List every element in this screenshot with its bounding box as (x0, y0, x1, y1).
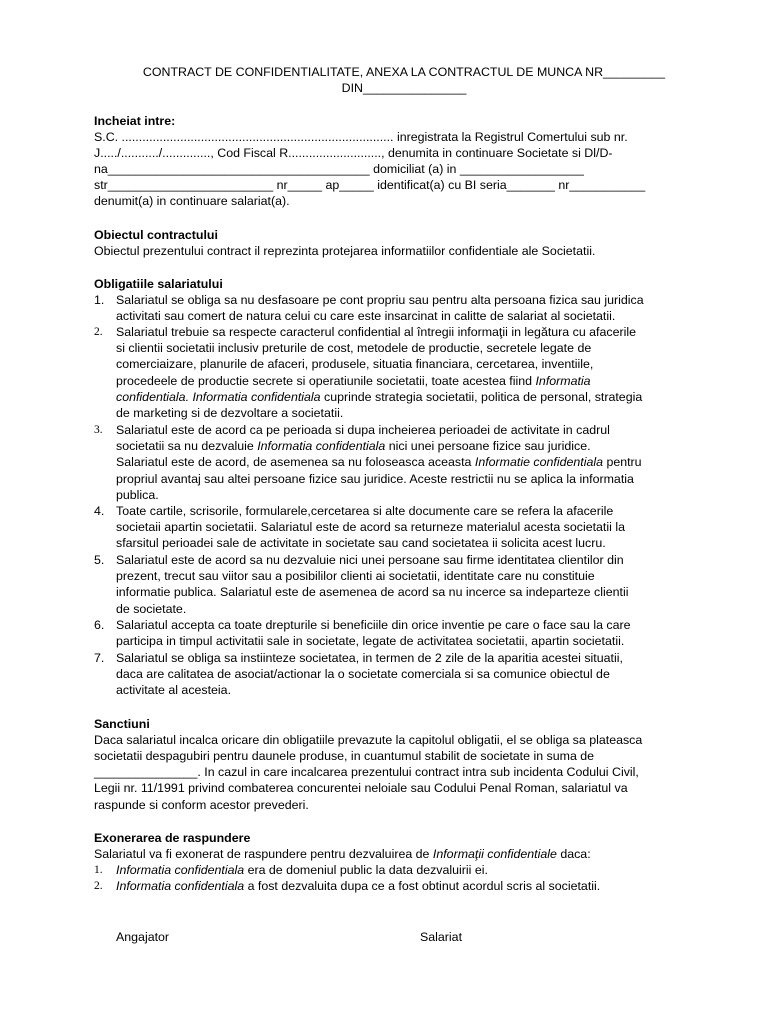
object-heading: Obiectul contractului (94, 228, 218, 242)
list-item-line: informatie publica. Salariatul este de asemenea de acord sa nu incerce sa indeparteze clientii (116, 585, 629, 600)
list-item-line: procedeele de productie secrete si operatiunile societatii, toate acestea fiind Informatia (116, 373, 591, 388)
sanctions-line: raspunde si conform acestor prevederi. (94, 798, 309, 812)
list-item-line: activitate al acesteia. (116, 683, 232, 698)
list-number: 1. (94, 864, 103, 876)
list-item-line: Salariatul trebuie sa respecte caracterul confidential al întregii informaţii in legătura cu afacerile (116, 325, 636, 339)
list-item-line: Salariatul este de acord ca pe perioada si dupa incheierea perioadei de activitate in cadrul (116, 423, 610, 437)
list-number: 6. (94, 618, 105, 632)
list-item-line: societaii apartin societatii. Salariatul este de acord sa returneze materialul acesta societatii la (116, 520, 625, 535)
parties-line: J...../.........../.............., Cod Fiscal R..........................., denumita in continuare Societate si Dl/D- (94, 146, 613, 160)
sanctions-line: Legii nr. 11/1991 privind combaterea concurentei neloiale sau Codului Penal Roman, salariatul va (94, 781, 628, 795)
exoneration-heading: Exonerarea de raspundere (94, 831, 251, 845)
parties-line: str________________________ nr_____ ap_____ identificat(a) cu BI seria_______ nr___________ (94, 178, 646, 192)
parties-heading: Incheiat intre: (94, 114, 176, 128)
sanctions-heading: Sanctiuni (94, 717, 150, 731)
list-item-line: comerciaizare, planurile de afaceri, produsele, situatia financiara, cercetarea, inventiile, (116, 357, 594, 372)
list-number: 5. (94, 553, 105, 567)
list-item-line: Salariatul se obliga sa nu desfasoare pe cont propriu sau pentru alta persoana fizica sau juridica (116, 293, 644, 307)
sanctions-line: societatii despagubiri pentru daunele produse, in cuantumul stabilit de societate in suma de (94, 749, 595, 763)
list-item-line: publica. (116, 487, 159, 502)
obligations-heading: Obligatiile salariatului (94, 277, 223, 291)
sanctions-line: Daca salariatul incalca oricare din obligatiile prevazute la capitolul obligatii, el se obliga sa plateasca (94, 733, 643, 747)
parties-line: na______________________________________ domiciliat (a) in __________________ (94, 162, 584, 176)
employee-signature-label: Salariat (420, 930, 463, 944)
list-item-line: Salariatul este de acord sa nu dezvaluie nici unei persoane sau firme identitatea clientilor din (116, 553, 624, 567)
object-text: Obiectul prezentului contract il reprezinta protejarea informatiilor confidentiale ale Societatii. (94, 244, 596, 258)
list-item-line: participa in timpul activitatii sale in societate, legate de activitatea societatii, apartin societatii. (116, 634, 625, 649)
list-number: 2. (94, 326, 103, 338)
list-item-line: daca are calitatea de asociat/actionar la o societate comerciala si sa comunice obiectul de (116, 667, 610, 682)
exoneration-intro: Salariatul va fi exonerat de raspundere pentru dezvaluirea de Informaţii confidentiale daca: (94, 847, 591, 861)
list-item-text: Informatia confidentiala a fost dezvaluita dupa ce a fost obtinut acordul scris al societatii. (116, 879, 601, 893)
list-item-line: propriul avantaj sau altei persoane fizice sau juridice. Aceste restrictii nu se aplica la informatia (116, 471, 634, 486)
list-number: 4. (94, 504, 105, 518)
list-number: 3. (94, 424, 103, 436)
title-line-1: CONTRACT DE CONFIDENTIALITATE, ANEXA LA CONTRACTUL DE MUNCA NR_________ (142, 65, 666, 79)
list-item-line: confidentiala. Informatia confidentiala cuprinde strategia societatii, politica de personal, strategia (116, 389, 643, 404)
sanctions-line: _______________. In cazul in care incalcarea prezentului contract intra sub incidenta Codului Civil, (94, 765, 639, 779)
parties-line: denumit(a) in continuare salariat(a). (94, 194, 290, 208)
list-item-line: activitati sau comert de natura celui cu care este insarcinat in calitte de salariat al societatii. (116, 309, 616, 324)
list-number: 2. (94, 880, 103, 892)
list-item-line: prezent, trecut sau viitor sau a posibililor clienti ai societatii, identitate care nu constituie (116, 569, 595, 584)
list-number: 7. (94, 651, 105, 665)
list-item-line: Toate cartile, scrisorile, formularele,cercetarea si alte documente care se refera la afacerile (116, 504, 614, 518)
list-number: 1. (94, 293, 105, 307)
list-item-line: si clientii societatii inclusiv preturile de cost, metodele de productie, secretele legate de (116, 341, 592, 356)
list-item-line: Salariatul se obliga sa instiinteze societatea, in termen de 2 zile de la aparitia acestei situatii, (116, 651, 623, 665)
list-item-line: Salariatul este de acord, de asemenea sa nu foloseasca aceasta Informatie confidentiala pentru (116, 455, 642, 470)
employer-signature-label: Angajator (116, 930, 170, 944)
list-item-text: Informatia confidentiala era de domeniul public la data dezvaluirii ei. (116, 863, 488, 877)
list-item-line: societatii sa nu dezvaluie Informatia confidentiala nici unei persoane fizice sau juridice. (116, 439, 591, 454)
list-item-line: de marketing si de dezvoltare a societatii. (116, 406, 344, 421)
contract-title (94, 64, 714, 96)
list-item-line: de societate. (116, 601, 187, 616)
parties-line: S.C. ............................................................................... inregistrata la Registrul Comertului sub nr. (94, 130, 628, 144)
list-item-line: sfarsitul perioadei sale de activitate in societate sau cand societatea ii solicita acest lucru. (116, 536, 606, 551)
title-line-2: DIN_______________ (341, 81, 467, 96)
list-item-line: Salariatul accepta ca toate drepturile si beneficiile din orice inventie pe care o face sau la care (116, 618, 631, 632)
